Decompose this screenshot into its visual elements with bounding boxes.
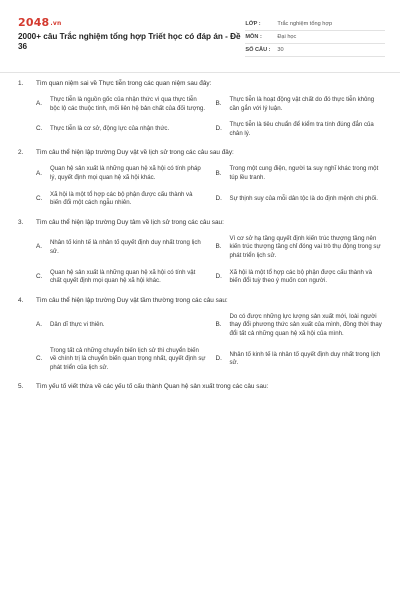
option-text: Thực tiễn là tiêu chuẩn để kiểm tra tính đúng đắn của chân lý. <box>229 121 374 137</box>
option-c[interactable] <box>36 347 206 373</box>
question-2 <box>18 149 385 207</box>
question-text: Tìm câu thể hiện lập trường Duy vật về lịch sử trong các câu sau đây: <box>36 149 234 157</box>
meta-row-class <box>245 18 385 31</box>
header-divider <box>0 72 400 73</box>
options-grid <box>36 235 385 286</box>
option-text: Quan hệ sản xuất là những quan hệ xã hội có tính vật chất quyết định mọi quan hệ xã hội khác. <box>50 268 196 285</box>
option-text: Xã hội là một tổ hợp các bộ phận được cấu thành và biến đổi tuỳ theo ý muốn con người. <box>229 268 372 285</box>
question-number: 2. <box>18 149 24 157</box>
option-text: Quan hệ sản xuất là những quan hệ xã hội có tính pháp lý, quyết định mọi quan hệ xã hội khác. <box>50 165 201 181</box>
question-stem <box>18 219 385 227</box>
meta-key: MÔN : <box>245 34 262 40</box>
option-d[interactable] <box>216 191 386 208</box>
option-label: B. <box>215 169 222 177</box>
option-label: D. <box>215 355 222 363</box>
logo-tld: .vn <box>50 20 62 27</box>
question-text: Tìm yếu tố viết thừa về các yếu tố cấu thành Quan hệ sản xuất trong các câu sau: <box>36 383 269 391</box>
option-label: C. <box>36 355 43 363</box>
option-a[interactable] <box>36 235 206 261</box>
option-text: Thực tiễn là cơ sở, động lực của nhận thức. <box>50 125 170 133</box>
question-stem <box>18 80 385 88</box>
site-logo[interactable] <box>18 16 245 29</box>
option-text: Do có được những lực lượng sản xuất mới, loài người thay đổi phương thức sản xuất của mình, đồng thời thay đổi tất cả những quan hệ xã hội của mình. <box>229 312 382 337</box>
question-1 <box>18 80 385 138</box>
logo-main: 2048 <box>18 16 50 29</box>
page-title: 2000+ câu Trắc nghiệm tổng hợp Triết học có đáp án - Đề 36 <box>18 32 241 51</box>
option-c[interactable] <box>36 269 206 286</box>
option-label: A. <box>36 100 43 108</box>
question-number: 5. <box>18 383 24 391</box>
option-d[interactable] <box>216 121 386 138</box>
meta-key: LỚP : <box>245 21 261 27</box>
option-text: Sự thịnh suy của mỗi dân tộc là do định mệnh chi phối. <box>229 194 378 202</box>
question-stem <box>18 383 385 391</box>
question-4 <box>18 297 385 373</box>
question-3 <box>18 219 385 286</box>
option-b[interactable] <box>216 165 386 182</box>
option-b[interactable] <box>216 96 386 113</box>
option-label: A. <box>36 321 43 329</box>
option-label: D. <box>215 194 222 202</box>
meta-key: SỐ CÂU : <box>245 47 271 53</box>
option-text: Nhân tố kinh tế là nhân tố quyết định duy nhất trong lịch sử. <box>229 350 381 367</box>
option-text: Trong tất cả những chuyển biến lịch sử thì chuyển biến về chính trị là chuyển biến quan trọng nhất, quyết định sự phát triển của lịch sử. <box>50 346 206 371</box>
question-list <box>18 80 385 402</box>
option-c[interactable] <box>36 121 206 138</box>
option-d[interactable] <box>216 269 386 286</box>
option-b[interactable] <box>216 313 386 339</box>
option-a[interactable] <box>36 313 206 339</box>
meta-row-count <box>245 44 385 57</box>
options-grid <box>36 96 385 138</box>
option-text: Trong một cung điện, người ta suy nghĩ khác trong một túp lều tranh. <box>229 165 379 181</box>
option-a[interactable] <box>36 165 206 182</box>
option-text: Vì cơ sở hạ tầng quyết định kiến trúc thượng tầng nên kiến trúc thượng tầng chỉ đóng vai trò thụ động trong sự phát triển lịch sử. <box>229 234 381 259</box>
meta-value: 30 <box>277 47 284 53</box>
question-stem <box>18 149 385 157</box>
meta-row-subject <box>245 31 385 44</box>
question-number: 1. <box>18 80 24 87</box>
option-d[interactable] <box>216 347 386 373</box>
option-label: B. <box>215 321 222 329</box>
option-label: B. <box>215 100 222 108</box>
question-stem <box>18 297 385 305</box>
page-header <box>18 16 385 76</box>
option-label: D. <box>215 125 222 133</box>
option-label: A. <box>36 169 43 177</box>
exam-meta <box>245 18 385 76</box>
option-c[interactable] <box>36 191 206 208</box>
option-text: Thực tiễn là hoạt động vật chất do đó thực tiễn không cần gắn với lý luận. <box>229 96 375 112</box>
question-5 <box>18 383 385 391</box>
question-number: 4. <box>18 296 24 304</box>
option-b[interactable] <box>216 235 386 261</box>
options-grid <box>36 313 385 373</box>
option-text: Dân dĩ thực vi thiên. <box>50 321 105 329</box>
option-label: C. <box>36 272 43 280</box>
option-label: C. <box>36 125 43 133</box>
question-text: Tìm câu thể hiện lập trường Duy vật tầm thường trong các câu sau: <box>36 296 228 304</box>
question-text: Tìm câu thể hiện lập trường Duy tâm về lịch sử trong các câu sau: <box>36 218 224 226</box>
header-left <box>18 16 245 76</box>
question-text: Tìm quan niệm sai về Thực tiễn trong các quan niệm sau đây: <box>36 80 212 87</box>
options-grid <box>36 165 385 207</box>
question-number: 3. <box>18 218 24 226</box>
option-text: Thực tiễn là nguồn gốc của nhận thức vì qua thực tiễn bộc lộ các thuộc tính, mối liên hệ bản chất của đối tượng. <box>50 96 206 112</box>
option-text: Nhân tố kinh tế là nhân tố quyết định duy nhất trong lịch sử. <box>50 239 201 255</box>
option-text: Xã hội là một tổ hợp các bộ phận được cấu thành và biến đổi một cách ngẫu nhiên. <box>50 190 193 207</box>
option-label: A. <box>36 243 43 251</box>
option-a[interactable] <box>36 96 206 113</box>
option-label: B. <box>215 243 222 251</box>
meta-value: Đại học <box>277 34 297 40</box>
option-label: D. <box>215 272 222 280</box>
meta-value: Trắc nghiệm tổng hợp <box>277 21 333 27</box>
option-label: C. <box>36 194 43 202</box>
